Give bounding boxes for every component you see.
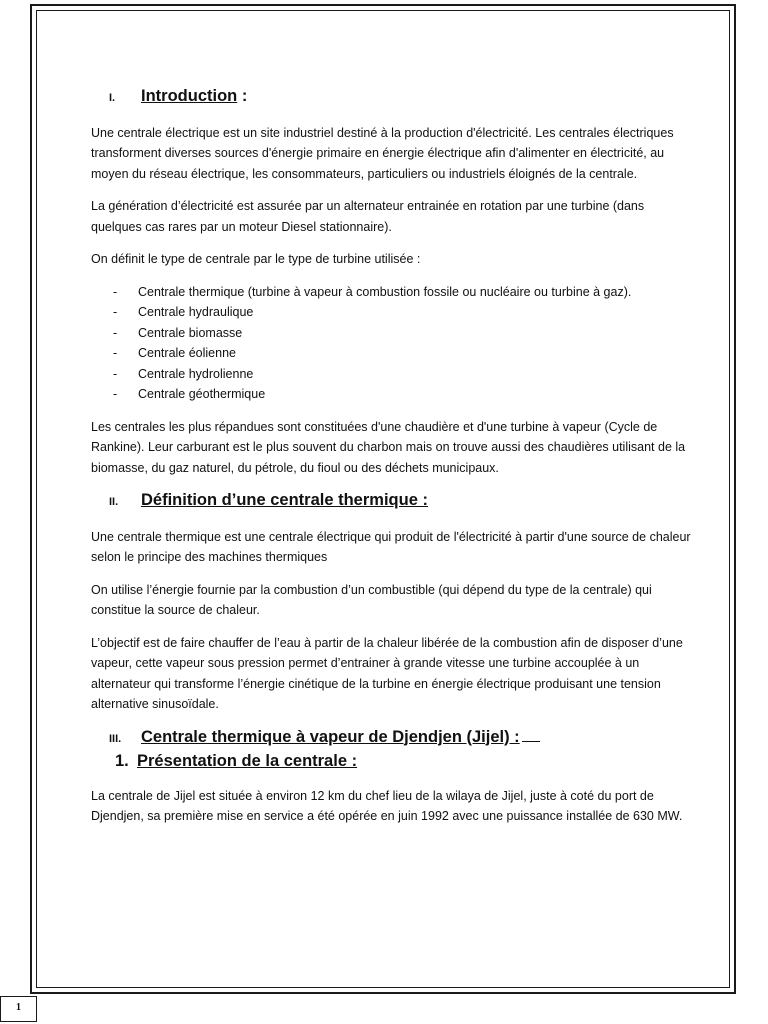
section-numeral: III. <box>109 732 122 745</box>
paragraph: Une centrale électrique est un site industriel destiné à la production d'électricité. Les centrales électriques transforment diverses sources d'énergie primaire en énergie électrique afin d'alimenter en électricité, au moyen du réseau électrique, les consommateurs, particuliers ou industriels éloignés de la centrale. <box>91 125 674 181</box>
section-title: Introduction <box>141 87 238 105</box>
section-title: Centrale thermique à vapeur de Djendjen (Jijel) : <box>141 727 520 746</box>
section-title: Définition d’une centrale thermique : <box>141 491 428 509</box>
list-item: - Centrale thermique (turbine à vapeur à combustion fossile ou nucléaire ou turbine à gaz). <box>113 284 632 299</box>
list-item: - Centrale hydrolienne <box>113 366 254 381</box>
list-item: - Centrale hydraulique <box>113 305 254 319</box>
paragraph: On utilise l’énergie fournie par la combustion d’un combustible (qui dépend du type de la centrale) qui constitue la source de chaleur. <box>91 582 652 617</box>
section-numeral: I. <box>109 92 116 104</box>
paragraph: L’objectif est de faire chauffer de l’eau à partir de la chaleur libérée de la combustion afin de disposer d’une vapeur, cette vapeur sous pression permet d’entrainer à grande vitesse une turbine accouplée à un alternateur qui transforme l’énergie cinétique de la turbine en énergie électrique produisant une tension alternative sinusoïdale. <box>91 635 683 711</box>
list-item: - Centrale géothermique <box>113 387 266 401</box>
paragraph: Une centrale thermique est une centrale électrique qui produit de l'électricité à partir d'une source de chaleur selon le principe des machines thermiques <box>91 529 691 564</box>
list-item: - Centrale biomasse <box>113 325 243 340</box>
section-heading-introduction <box>91 86 691 109</box>
paragraph: La centrale de Jijel est située à environ 12 km du chef lieu de la wilaya de Jijel, juste à coté du port de Djendjen, sa première mise en service a été opérée en juin 1992 avec une puissance installée de 630 MW. <box>91 788 683 823</box>
document-body <box>91 86 691 839</box>
paragraph: Les centrales les plus répandues sont constituées d'une chaudière et d'une turbine à vapeur (Cycle de Rankine). Leur carburant est le plus souvent du charbon mais on trouve aussi des chaudières utilisant de la biomasse, du gaz naturel, du pétrole, du fioul ou des déchets municipaux. <box>91 419 686 475</box>
paragraph: La génération d’électricité est assurée par un alternateur entrainée en rotation par une turbine (dans quelques cas rares par un moteur Diesel stationnaire). <box>91 199 645 234</box>
section-heading-definition <box>91 490 691 513</box>
section-heading-djendjen <box>91 727 691 750</box>
subsection-heading-presentation <box>91 751 691 772</box>
list-item: - Centrale éolienne <box>113 346 236 360</box>
section-title-suffix: : <box>237 87 248 105</box>
paragraph: On définit le type de centrale par le type de turbine utilisée : <box>91 252 421 266</box>
subsection-title: Présentation de la centrale : <box>137 752 358 770</box>
subsection-number: 1. <box>115 752 129 770</box>
turbine-type-list <box>91 282 691 405</box>
page-number: 1 <box>0 996 37 1022</box>
section-numeral: II. <box>109 496 119 508</box>
